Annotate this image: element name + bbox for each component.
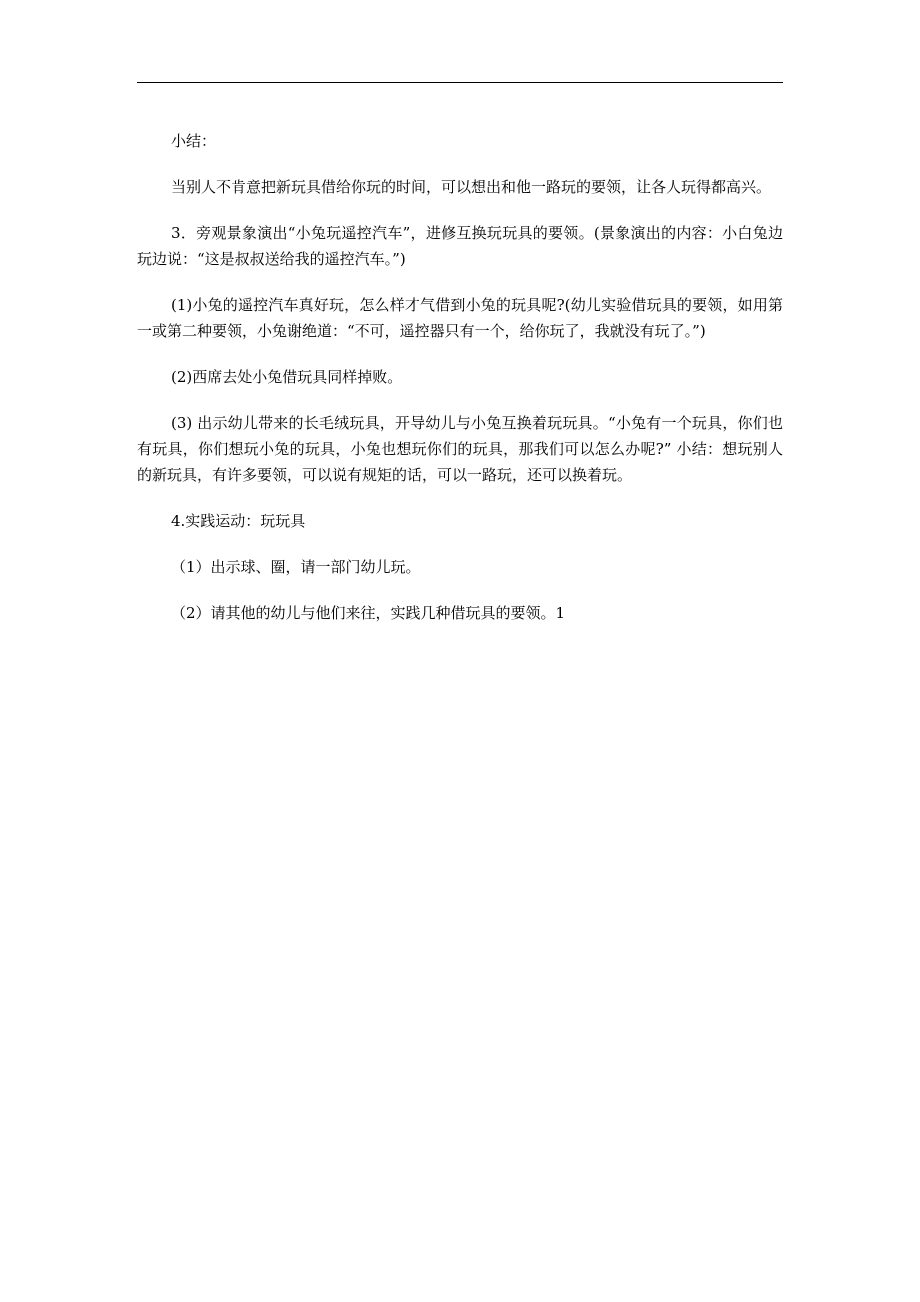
step-3-2-paragraph: (2)西席去处小兔借玩具同样掉败。: [171, 368, 403, 386]
step-3-3-paragraph: (3) 出示幼儿带来的长毛绒玩具，开导幼儿与小兔互换着玩玩具。“小兔有一个玩具，你们也有玩具，你们想玩小兔的玩具，小兔也想玩你们的玩具，那我们可以怎么办呢?” 小结：想玩别人的新玩具，有许多要领，可以说有规矩的话，可以一路玩，还可以换着玩。: [137, 414, 783, 484]
header-rule: [137, 82, 783, 83]
step-4-2-paragraph: （2）请其他的幼儿与他们来往，实践几种借玩具的要领。1: [171, 604, 566, 622]
summary-heading: 小结：: [171, 132, 217, 150]
document-body: [137, 128, 783, 646]
step-3-paragraph: 3．旁观景象演出“小兔玩遥控汽车”，进修互换玩玩具的要领。(景象演出的内容：小白兔边玩边说：“这是叔叔送给我的遥控汽车。”): [137, 224, 783, 268]
step-4-heading: 4.实践运动：玩玩具: [171, 512, 306, 530]
step-3-1-paragraph: (1)小兔的遥控汽车真好玩，怎么样才气借到小兔的玩具呢?(幼儿实验借玩具的要领，如用第一或第二种要领，小兔谢绝道：“不可，遥控器只有一个，给你玩了，我就没有玩了。”): [137, 296, 783, 340]
step-4-1-paragraph: （1）出示球、圈，请一部门幼儿玩。: [171, 558, 421, 576]
summary-paragraph: 当别人不肯意把新玩具借给你玩的时间，可以想出和他一路玩的要领，让各人玩得都高兴。: [171, 178, 772, 196]
